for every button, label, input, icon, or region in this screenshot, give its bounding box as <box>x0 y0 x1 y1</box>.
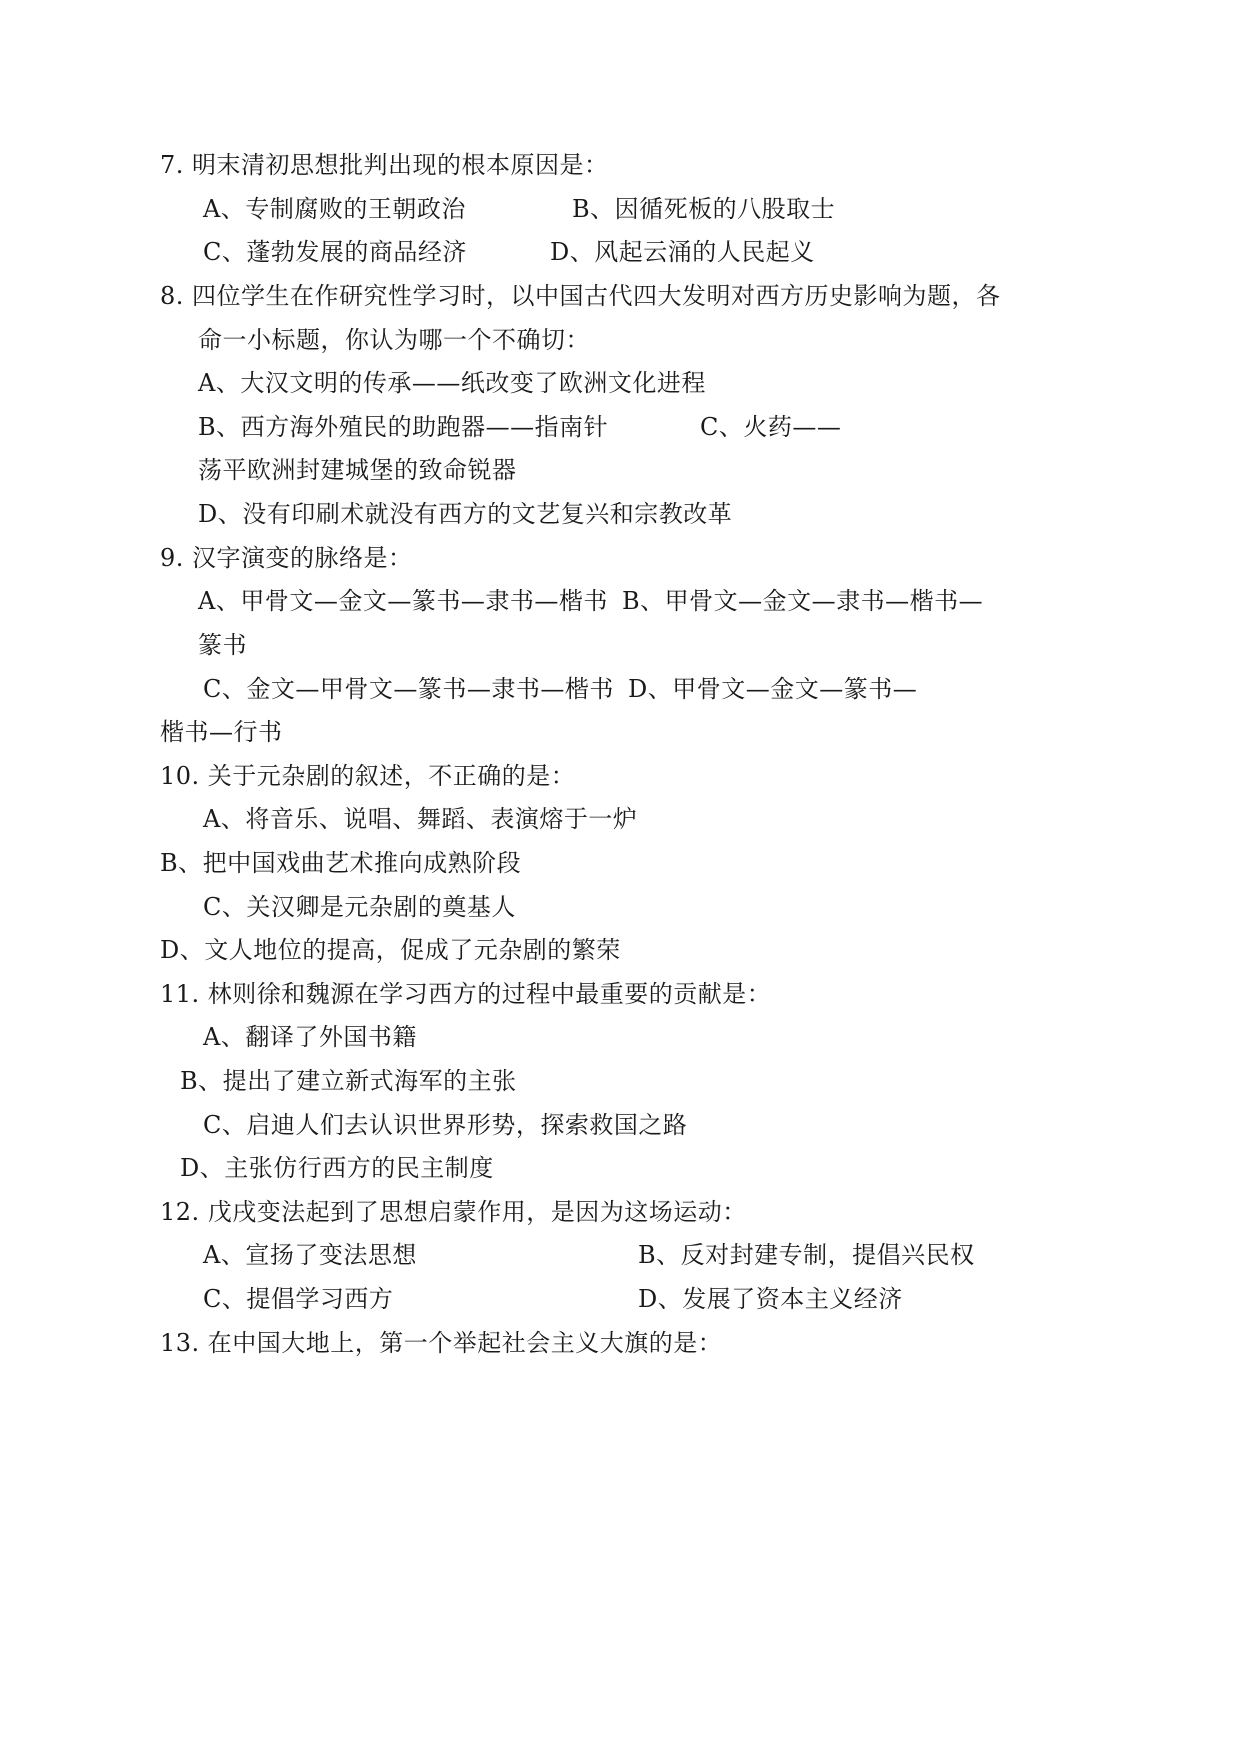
question-10-option-d: D、文人地位的提高，促成了元杂剧的繁荣 <box>160 936 621 964</box>
question-8-option-b: B、西方海外殖民的助跑器——指南针 <box>198 413 609 441</box>
question-11-option-c: C、启迪人们去认识世界形势，探索救国之路 <box>203 1111 688 1139</box>
question-11-option-b: B、提出了建立新式海军的主张 <box>180 1067 517 1095</box>
question-9-option-d-line-1: D、甲骨文—金文—篆书— <box>628 675 918 703</box>
question-12-stem: 12. 戊戌变法起到了思想启蒙作用，是因为这场运动： <box>160 1198 747 1226</box>
question-9-option-c: C、金文—甲骨文—篆书—隶书—楷书 <box>203 675 614 703</box>
question-8-option-c-line-2: 荡平欧洲封建城堡的致命锐器 <box>198 456 517 484</box>
question-12-option-b: B、反对封建专制，提倡兴民权 <box>638 1241 975 1269</box>
question-7-option-c: C、蓬勃发展的商品经济 <box>203 238 467 266</box>
question-11-stem: 11. 林则徐和魏源在学习西方的过程中最重要的贡献是： <box>160 980 772 1008</box>
question-10-option-a: A、将音乐、说唱、舞蹈、表演熔于一炉 <box>203 805 638 833</box>
question-9-option-a: A、甲骨文—金文—篆书—隶书—楷书 <box>198 587 608 615</box>
question-11-option-d: D、主张仿行西方的民主制度 <box>180 1154 494 1182</box>
question-8-option-a: A、大汉文明的传承——纸改变了欧洲文化进程 <box>198 369 706 397</box>
question-9-option-b-line-1: B、甲骨文—金文—隶书—楷书— <box>622 587 984 615</box>
question-10-option-c: C、关汉卿是元杂剧的奠基人 <box>203 893 516 921</box>
question-7-option-a: A、专制腐败的王朝政治 <box>203 195 466 223</box>
question-8-stem-line-2: 命一小标题，你认为哪一个不确切： <box>198 326 590 354</box>
question-12-option-c: C、提倡学习西方 <box>203 1285 394 1313</box>
question-7-option-d: D、风起云涌的人民起义 <box>550 238 815 266</box>
question-12-option-a: A、宣扬了变法思想 <box>203 1241 417 1269</box>
question-13-stem: 13. 在中国大地上，第一个举起社会主义大旗的是： <box>160 1329 723 1357</box>
question-8-option-d: D、没有印刷术就没有西方的文艺复兴和宗教改革 <box>198 500 733 528</box>
question-9-option-d-line-2: 楷书—行书 <box>160 718 283 746</box>
question-9-option-b-line-2: 篆书 <box>198 631 247 659</box>
question-8-option-c-line-1: C、火药—— <box>700 413 842 441</box>
question-7-stem: 7. 明末清初思想批判出现的根本原因是： <box>160 151 609 179</box>
question-12-option-d: D、发展了资本主义经济 <box>638 1285 903 1313</box>
question-10-stem: 10. 关于元杂剧的叙述，不正确的是： <box>160 762 576 790</box>
question-7-option-b: B、因循死板的八股取士 <box>572 195 836 223</box>
question-11-option-a: A、翻译了外国书籍 <box>203 1023 417 1051</box>
question-8-stem-line-1: 8. 四位学生在作研究性学习时，以中国古代四大发明对西方历史影响为题，各 <box>160 282 1001 310</box>
question-9-stem: 9. 汉字演变的脉络是： <box>160 544 413 572</box>
question-10-option-b: B、把中国戏曲艺术推向成熟阶段 <box>160 849 522 877</box>
